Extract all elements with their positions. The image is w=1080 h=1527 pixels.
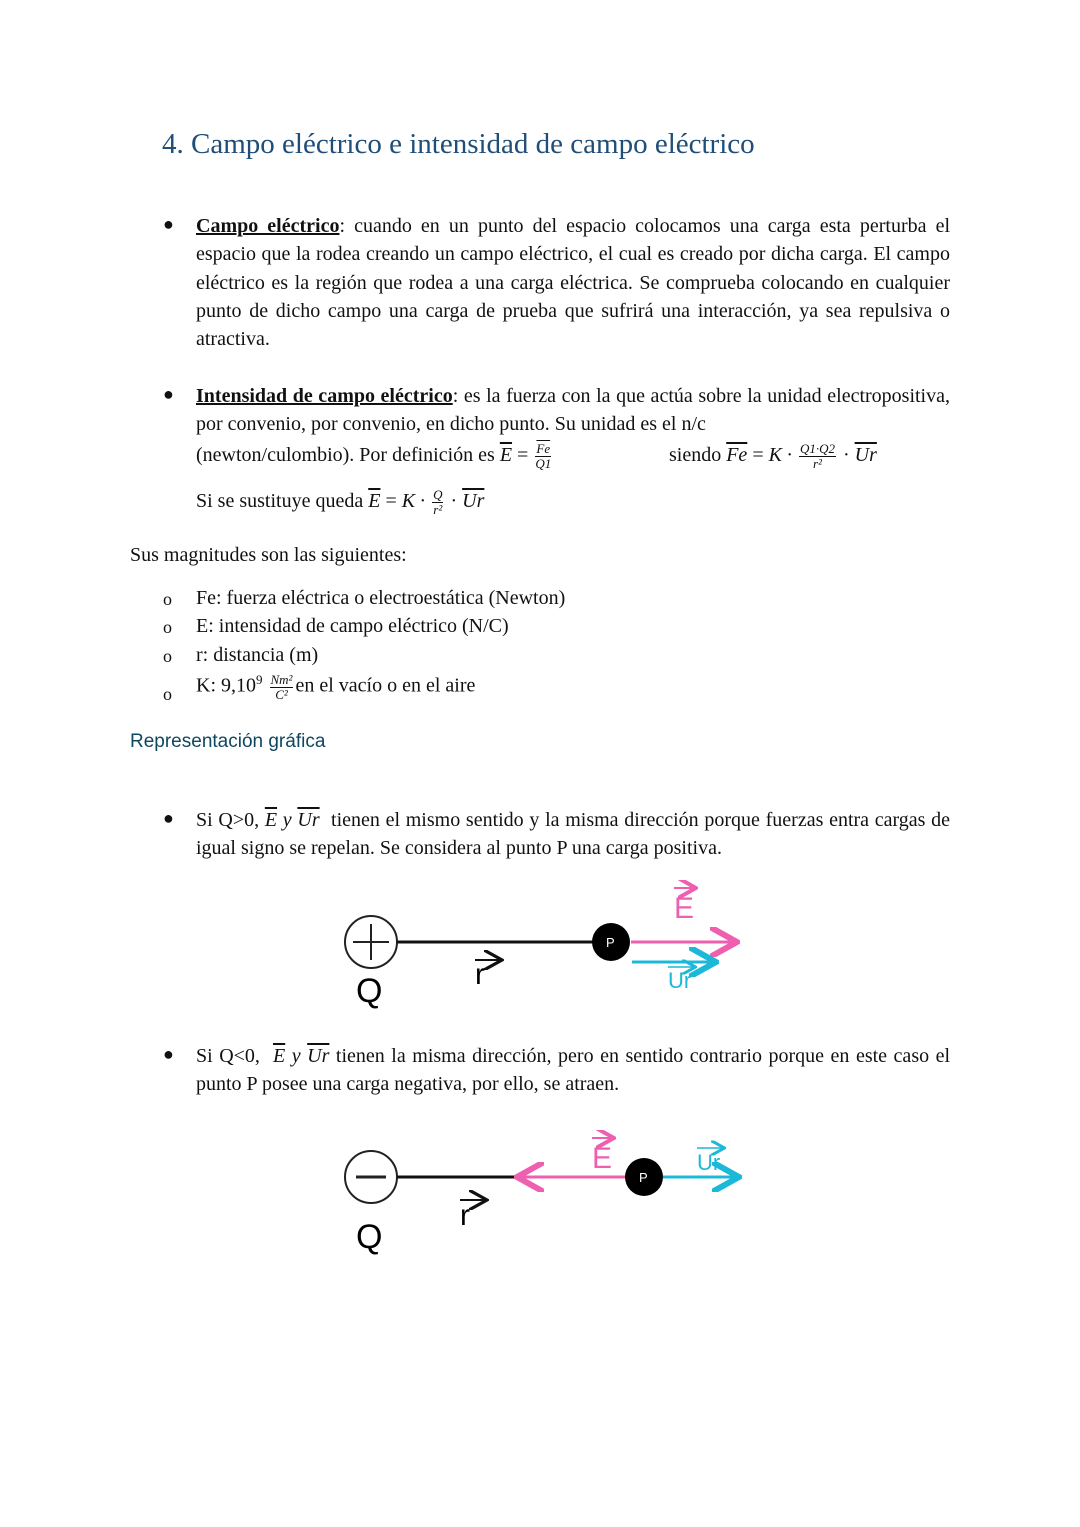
negative-paragraph bbox=[196, 1042, 950, 1099]
q-label: Q bbox=[356, 972, 383, 1010]
r-label: r bbox=[475, 958, 485, 991]
campo-paragraph bbox=[196, 212, 950, 353]
circle-bullet: o bbox=[163, 684, 172, 704]
ur-symbol: $\overline{Ur}$ bbox=[307, 1045, 330, 1067]
campo-text: : cuando en un punto del espacio colocamos una carga esta perturba el espacio que la rodea creando un campo eléctrico, el cual es creado por dicha carga. El campo eléctrico es la región que rodea a una carga eléctrica. Se comprueba colocando en cualquier punto de dicho campo una carga de prueba que sufrirá una interacción, ya sea repulsiva o atractiva. bbox=[196, 215, 951, 351]
positive-paragraph bbox=[196, 806, 950, 863]
substitution-line: Si se sustituye queda $\overline{E} = K$ · $\frac{Q}{\text{r²}}$ · $\overline{Ur}$ bbox=[196, 487, 485, 517]
condition: Si Q>0, bbox=[196, 809, 260, 831]
substitution-text: Si se sustituye queda bbox=[196, 490, 364, 513]
definition-text: (newton/culombio). Por definición es bbox=[196, 444, 495, 467]
numerator: $\overline{Fe}$ bbox=[536, 441, 551, 456]
formula-ur: $\overline{Ur}$ bbox=[854, 444, 877, 467]
e-label: E bbox=[592, 1142, 613, 1175]
denominator: r² bbox=[812, 456, 822, 471]
formula-ur: $\overline{Ur}$ bbox=[462, 490, 485, 513]
magnitude-item-k bbox=[196, 672, 475, 702]
term-campo: Campo eléctrico bbox=[196, 215, 340, 237]
negative-charge-diagram bbox=[330, 1130, 750, 1265]
e-label: E bbox=[674, 892, 695, 925]
formula-e: $\overline{E}$ bbox=[499, 444, 513, 467]
term-intensidad: Intensidad de campo eléctrico bbox=[196, 385, 453, 407]
bullet: ● bbox=[163, 214, 174, 234]
bullet: ● bbox=[163, 384, 174, 404]
subheading: Representación gráfica bbox=[130, 731, 326, 752]
p-label: P bbox=[639, 1170, 648, 1185]
numerator: Q bbox=[433, 487, 443, 502]
bullet: ● bbox=[163, 1044, 174, 1064]
magnitude-item: E: intensidad de campo eléctrico (N/C) bbox=[196, 615, 509, 637]
ur-symbol: $\overline{Ur}$ bbox=[297, 809, 320, 831]
denominator: r² bbox=[433, 502, 443, 517]
negative-text: tienen la misma dirección, pero en sentido contrario porque en este caso el punto P posee una carga negativa, por ello, se atraen. bbox=[196, 1045, 951, 1096]
circle-bullet: o bbox=[163, 617, 172, 637]
ur-label: Ur bbox=[668, 968, 692, 993]
fraction bbox=[270, 673, 294, 702]
positive-charge-diagram bbox=[330, 880, 750, 1020]
q-label: Q bbox=[356, 1218, 383, 1256]
k-value: K: 9,10 bbox=[196, 674, 256, 697]
conj: y bbox=[282, 809, 292, 831]
siendo-text: siendo bbox=[669, 444, 722, 467]
magnitude-item: Fe: fuerza eléctrica o electroestática (Newton) bbox=[196, 587, 566, 609]
condition: Si Q<0, bbox=[196, 1045, 260, 1067]
r-label: r bbox=[460, 1199, 470, 1232]
magnitudes-intro: Sus magnitudes son las siguientes: bbox=[130, 544, 407, 566]
fraction bbox=[432, 488, 443, 517]
k-const: K · bbox=[401, 490, 426, 513]
denominator: Q1 bbox=[535, 456, 552, 471]
formula-e: $\overline{E}$ bbox=[368, 490, 381, 513]
e-symbol: $\overline{E}$ bbox=[264, 809, 278, 831]
k-const: K · bbox=[768, 444, 792, 467]
bullet: ● bbox=[163, 808, 174, 828]
formula-fe: $\overline{Fe}$ bbox=[726, 444, 748, 467]
circle-bullet: o bbox=[163, 589, 172, 609]
intensidad-paragraph bbox=[196, 382, 950, 439]
fraction bbox=[799, 442, 836, 471]
fraction bbox=[535, 442, 551, 471]
section-title: 4. Campo eléctrico e intensidad de campo eléctrico bbox=[162, 128, 755, 160]
magnitude-item: r: distancia (m) bbox=[196, 644, 319, 666]
numerator: Q1·Q2 bbox=[799, 441, 835, 456]
e-symbol: $\overline{E}$ bbox=[272, 1045, 286, 1067]
circle-bullet: o bbox=[163, 646, 172, 666]
conj: y bbox=[291, 1045, 301, 1067]
numerator: Nm² bbox=[270, 671, 293, 687]
definition-line: (newton/culombio). Por definición es $\overline{E}$ = $\frac{\overline{Fe}}{Q1}$ bbox=[196, 441, 552, 471]
k-exponent: 9 bbox=[256, 672, 263, 687]
positive-text: tienen el mismo sentido y la misma dirección porque fuerzas entra cargas de igual signo se repelan. Se considera al punto P una carga positiva. bbox=[196, 809, 951, 860]
siendo-formula: siendo $\overline{Fe} = K$ · $\frac{Q1\cdot Q2}{\text{r²}}$ · $\overline{Ur}$ bbox=[669, 441, 877, 471]
p-label: P bbox=[606, 935, 615, 950]
k-suffix: en el vacío o en el aire bbox=[295, 674, 476, 697]
ur-label: Ur bbox=[697, 1150, 721, 1175]
denominator: C² bbox=[275, 686, 288, 702]
intensidad-text: : es la fuerza con la que actúa sobre la unidad electropositiva, por convenio, por convenio, en dicho punto. Su unidad es el n/c bbox=[196, 385, 950, 436]
